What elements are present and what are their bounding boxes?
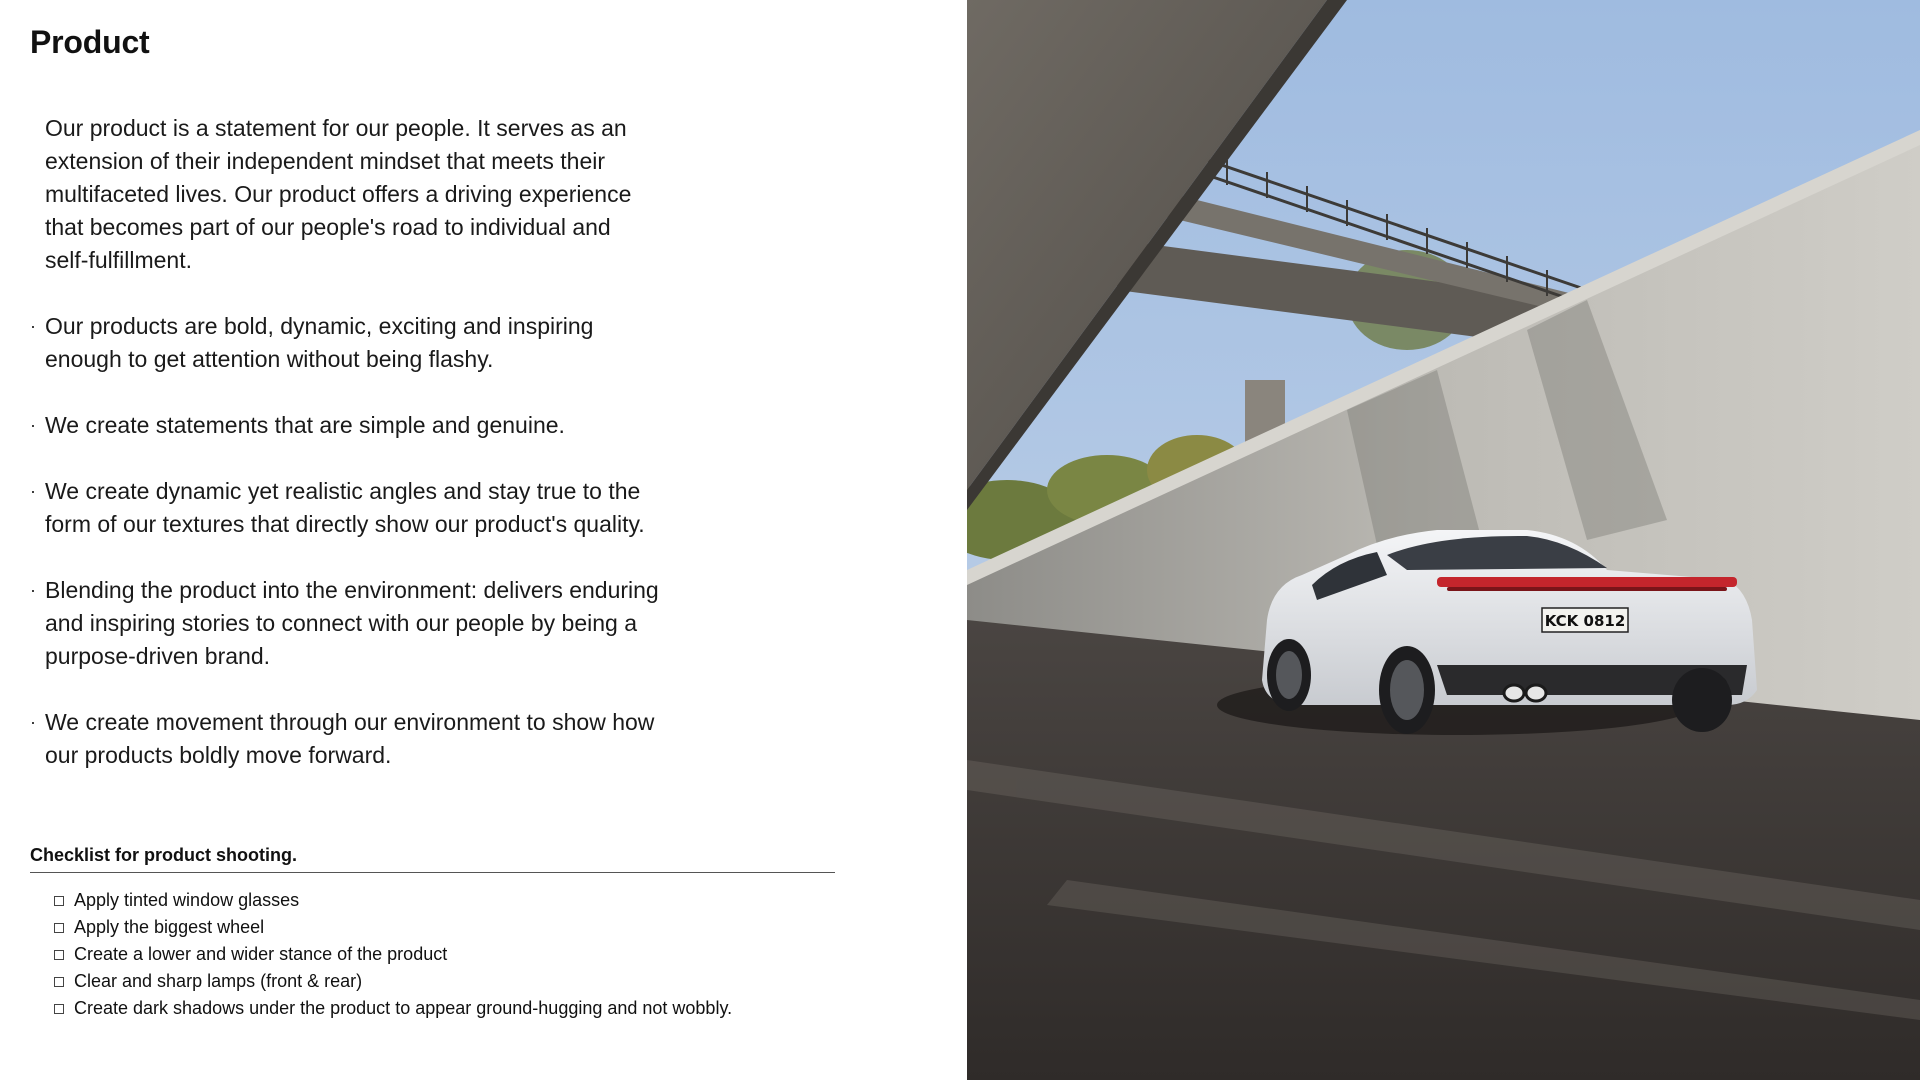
list-item [30,706,730,772]
page-title: Product [30,24,150,60]
list-item [30,310,730,376]
checklist-title: Checklist for product shooting. [30,845,835,873]
bullet-text: We create dynamic yet realistic angles and stay true to the form of our textures that directly show our product's quality. [45,478,645,537]
bullet-text: We create statements that are simple and genuine. [45,412,565,438]
checklist [30,845,835,1022]
body-text [30,112,730,805]
checklist-item [54,968,835,995]
checkbox-icon [54,923,64,933]
intro-paragraph: Our product is a statement for our people. It serves as an extension of their independent mindset that meets their multifaceted lives. Our product offers a driving experience that becomes part of our people's road to individual and self-fulfillment. [45,115,632,273]
bullet-text: Our products are bold, dynamic, exciting and inspiring enough to get attention without being flashy. [45,313,594,372]
checklist-item-label: Apply the biggest wheel [74,917,265,937]
list-item [30,475,730,541]
checkbox-icon [54,977,64,987]
checkbox-icon [54,1004,64,1014]
checkbox-icon [54,950,64,960]
bullet-dot: · [30,316,36,336]
checklist-item [54,995,835,1022]
car-photo [967,0,1920,1080]
license-plate-text: KCK 0812 [1544,612,1626,630]
checklist-item-label: Create dark shadows under the product to appear ground-hugging and not wobbly. [74,998,733,1018]
checklist-item-label: Apply tinted window glasses [74,890,300,910]
bullet-dot: · [30,580,36,600]
bullet-dot: · [30,481,36,501]
tail-light [1437,577,1737,587]
car-photo-illustration [967,0,1920,1080]
checklist-item-label: Create a lower and wider stance of the product [74,944,448,964]
checklist-item [54,914,835,941]
list-item [30,409,730,442]
checklist-item-label: Clear and sharp lamps (front & rear) [74,971,363,991]
bullet-dot: · [30,712,36,732]
checklist-items [30,887,835,1022]
checklist-item [54,941,835,968]
bullet-text: We create movement through our environment to show how our products boldly move forward. [45,709,655,768]
checkbox-icon [54,896,64,906]
bullet-dot: · [30,415,36,435]
principles-list [30,310,730,772]
bullet-text: Blending the product into the environment: delivers enduring and inspiring stories to connect with our people by being a purpose-driven brand. [45,577,659,669]
list-item [30,574,730,673]
checklist-item [54,887,835,914]
